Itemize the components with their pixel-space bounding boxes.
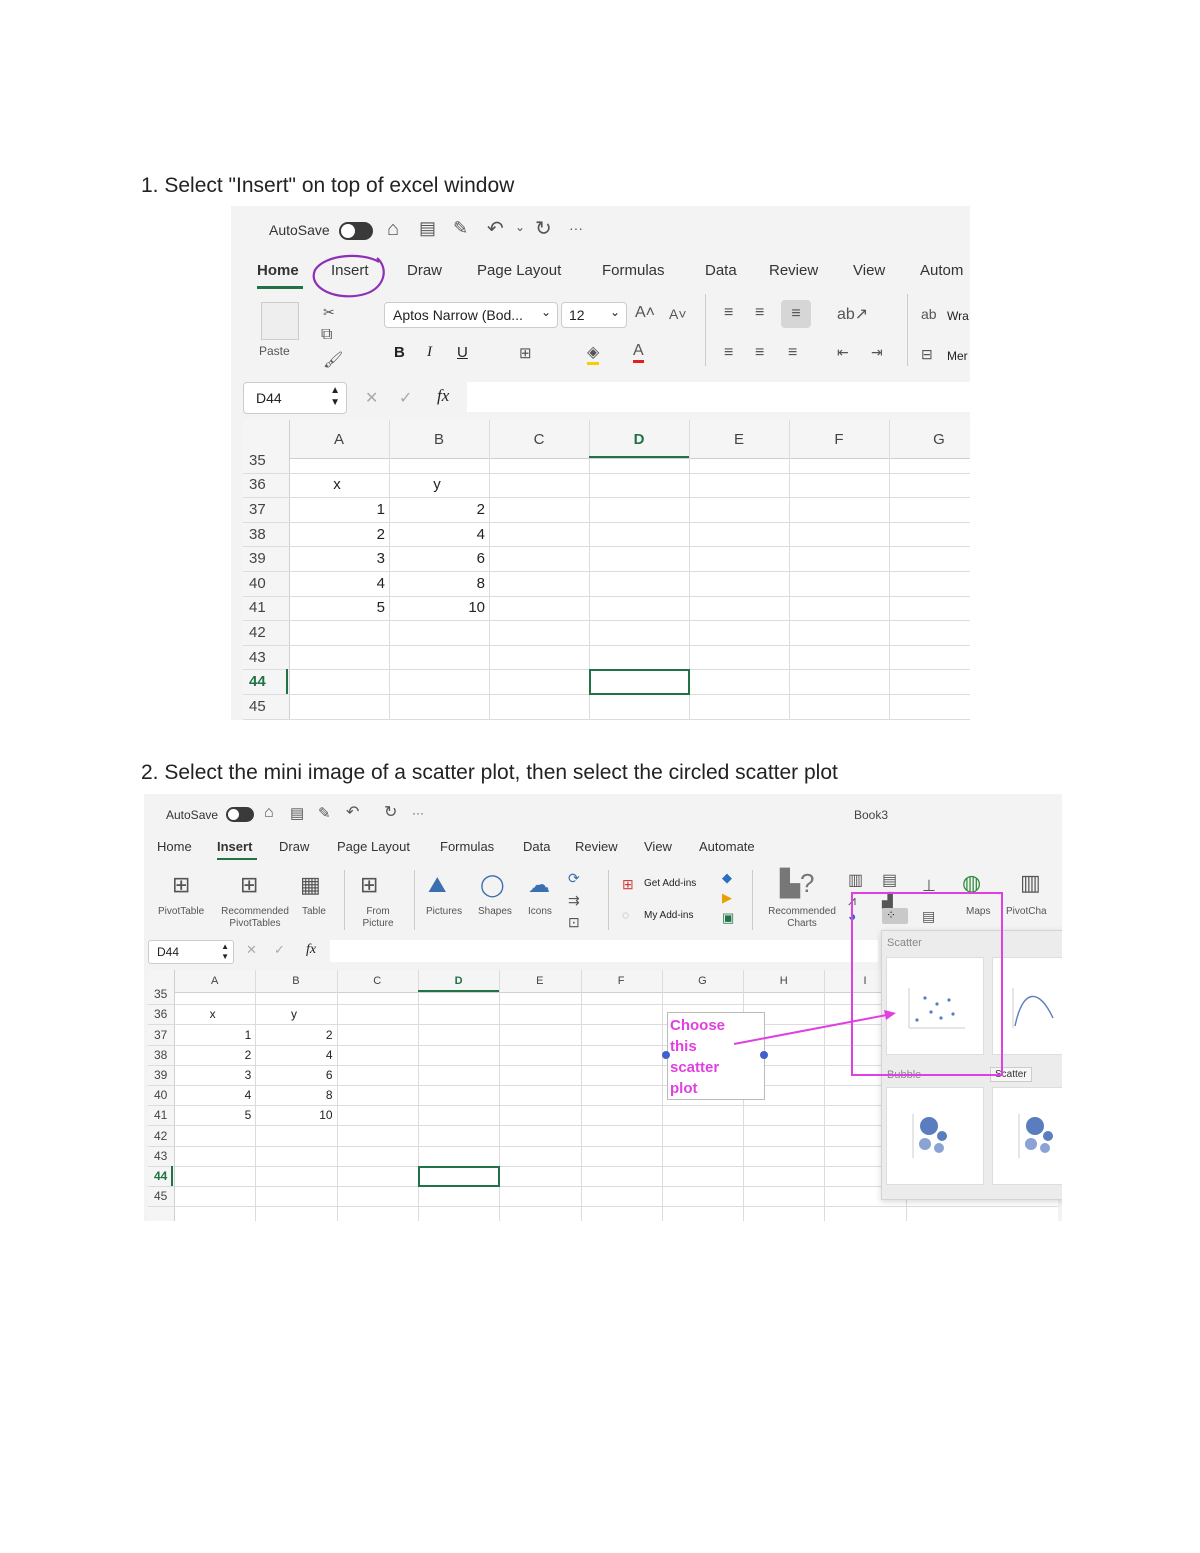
row-header[interactable]: 39 [249,550,266,568]
tab-draw[interactable]: Draw [407,262,443,279]
cell[interactable]: y [433,476,441,494]
autosave-toggle[interactable] [339,222,373,240]
cell[interactable]: 4 [325,1047,333,1062]
pivotchart-icon[interactable]: ▥ [1020,870,1041,895]
row-header[interactable]: 38 [154,1047,168,1062]
maps-icon[interactable]: ◍ [962,870,982,895]
font-size-select[interactable]: 12 ⌄ [561,302,627,328]
underline-button[interactable]: U [457,344,468,361]
tab-insert[interactable]: Insert [331,262,369,279]
tab-view[interactable]: View [853,262,886,279]
column-header[interactable]: C [373,974,382,987]
column-header[interactable]: F [834,430,844,448]
row-header[interactable]: 43 [249,648,266,666]
3d-models-icon[interactable]: ⟳ [568,870,580,886]
save-icon[interactable]: ▤ [419,218,437,238]
shrink-font-icon[interactable]: A˅ [669,306,687,322]
cell[interactable]: 5 [376,599,385,617]
cancel-icon[interactable]: ✕ [365,390,379,407]
fill-color-icon[interactable]: ◈ [587,342,599,365]
cell[interactable]: 5 [244,1108,252,1123]
cell[interactable]: 10 [319,1108,333,1123]
cell[interactable]: 8 [476,574,485,592]
tab-review[interactable]: Review [769,262,819,279]
scatter-icon: ⁘ [886,908,897,922]
chevron-down-icon: ⌄ [540,305,551,319]
row-header[interactable]: 36 [154,1007,168,1022]
merge-icon[interactable]: ⊟ [921,346,933,362]
cell[interactable]: x [333,476,341,494]
step-2-instruction: 2. Select the mini image of a scatter plot, then select the circled scatter plot [141,761,838,784]
tab-insert[interactable]: Insert [217,839,253,854]
paste-icon[interactable] [261,302,299,340]
row-header[interactable]: 36 [249,476,266,494]
icons-label[interactable]: Icons [528,906,552,917]
column-header[interactable]: A [333,430,344,448]
column-chart-icon[interactable]: ▥ [848,872,864,889]
column-header[interactable]: B [433,430,444,448]
tab-automate[interactable]: Autom [920,262,964,279]
recommended-charts-label[interactable]: Recommended Charts [768,906,836,929]
undo-icon[interactable]: ↶ [487,218,504,240]
tab-formulas[interactable]: Formulas [602,262,665,279]
column-header[interactable]: E [536,974,544,987]
cell[interactable]: y [290,1007,297,1022]
check-icon[interactable]: ✓ [274,942,285,957]
row-header[interactable]: 44 [249,673,266,691]
from-picture-label[interactable]: From Picture [362,906,394,929]
bold-button[interactable]: B [394,344,405,361]
column-header[interactable]: C [533,430,545,448]
align-bottom-icon[interactable]: ≡ [781,300,811,328]
column-header[interactable]: E [733,430,744,448]
table-label[interactable]: Table [302,906,326,917]
row-header[interactable]: 45 [154,1189,168,1204]
line-chart-icon[interactable]: ⩘ [848,892,856,908]
name-box[interactable]: D44 ▲ ▼ [243,382,347,414]
bubble-section-label: Bubble [887,1069,922,1081]
cancel-icon[interactable]: ✕ [246,942,257,957]
column-header[interactable]: D [454,974,463,987]
active-tab-underline [217,858,257,860]
pivotchart-label[interactable]: PivotCha [1006,906,1047,917]
screenshot-excel-scatter [144,794,1062,1221]
spreadsheet-grid[interactable] [243,420,970,720]
cell[interactable]: 10 [468,599,485,617]
column-header[interactable]: G [933,430,945,448]
my-addins-icon[interactable]: ◌ [622,908,630,922]
redo-icon[interactable]: ↻ [384,804,398,821]
chevron-down-icon[interactable]: ⌄ [515,220,526,234]
workbook-title: Book3 [854,808,889,822]
row-header[interactable]: 40 [249,574,266,592]
my-addins-button[interactable]: My Add-ins [644,910,694,921]
scatter-tooltip: Scatter [990,1067,1032,1082]
fx-icon[interactable]: fx [306,942,317,957]
cell[interactable]: 1 [376,501,385,518]
recommended-pivot-label[interactable]: Recommended PivotTables [221,906,289,929]
step-1-instruction: 1. Select "Insert" on top of excel window [141,174,515,197]
edit-icon[interactable]: ✎ [318,805,331,822]
column-header[interactable]: F [617,974,625,987]
cut-icon[interactable]: ✂ [323,304,335,320]
align-middle-icon[interactable]: ≡ [755,304,765,321]
active-cell-selection[interactable] [589,669,690,695]
cell[interactable]: x [209,1007,216,1022]
cell[interactable]: 6 [476,550,485,568]
wrap-text-label[interactable]: Wra [947,309,969,323]
screenshot-excel-insert-tab [231,206,970,720]
row-header[interactable]: 41 [249,599,266,617]
bubble-3d-option[interactable] [992,1087,1062,1185]
save-icon[interactable]: ▤ [290,805,305,822]
hierarchy-chart-icon[interactable]: ▤ [882,872,898,889]
annotation-line: this [670,1038,697,1055]
scatter-smooth-thumbnail-icon [993,958,1062,1054]
copy-icon[interactable]: ⧉ [321,326,333,343]
bubble-option[interactable] [886,1087,984,1185]
align-top-icon[interactable]: ≡ [724,304,734,321]
tab-view[interactable]: View [644,839,672,854]
waterfall-chart-icon[interactable]: ▤ [922,908,936,924]
undo-icon[interactable]: ↶ [346,804,360,821]
insert-circle-annotation [307,248,389,304]
cell[interactable]: 2 [476,501,485,518]
autosave-label: AutoSave [269,222,330,238]
column-header[interactable]: I [863,974,867,987]
pictures-icon[interactable]: ⛰ [428,872,447,897]
formula-input[interactable] [467,382,970,412]
store-icon[interactable]: ⊞ [622,876,634,892]
more-icon[interactable]: ··· [412,806,424,820]
recommended-charts-icon[interactable]: ▙? [780,868,815,898]
name-box[interactable]: D44 ▲ ▼ [148,940,234,964]
row-header[interactable]: 35 [154,987,168,1002]
column-header[interactable]: D [633,430,645,448]
paste-label: Paste [259,344,290,358]
font-color-icon[interactable]: A [633,342,644,363]
tab-data[interactable]: Data [705,262,737,279]
borders-icon[interactable]: ⊞ [519,345,532,362]
wrap-text-icon[interactable]: ab [921,306,937,322]
cell[interactable]: 2 [376,525,385,543]
cell[interactable]: 3 [376,550,385,568]
active-cell-selection[interactable] [418,1166,500,1187]
recommended-pivot-icon[interactable]: ⊞ [240,872,259,897]
check-icon[interactable]: ✓ [399,390,413,407]
pie-chart-icon[interactable]: ◕ [848,908,857,924]
visio-icon[interactable]: ◆ [722,870,732,885]
row-header[interactable]: 38 [249,525,266,543]
row-header[interactable]: 35 [249,451,266,469]
cell[interactable]: 8 [325,1088,333,1103]
get-addins-button[interactable]: Get Add-ins [644,878,697,889]
decrease-indent-icon[interactable]: ⇤ [837,344,849,360]
row-header[interactable]: 42 [249,624,266,641]
annotation-line: scatter [670,1059,720,1076]
cell[interactable]: 4 [376,574,385,592]
autosave-label: AutoSave [166,808,219,822]
pivot-table-icon[interactable]: ⊞ [172,872,191,897]
statistic-chart-icon[interactable]: ▟ [882,892,893,908]
annotation-line: Choose [670,1017,726,1034]
align-right-icon[interactable]: ≡ [788,344,798,361]
row-header[interactable]: 45 [249,697,266,715]
smartart-icon[interactable]: ⇉ [568,892,580,908]
cell[interactable]: 2 [244,1047,252,1062]
people-icon[interactable]: ▣ [722,910,735,925]
chevron-down-icon: ⌄ [609,305,620,319]
combo-chart-icon[interactable]: ⊥ [922,878,936,895]
tab-home[interactable]: Home [257,262,299,279]
redo-icon[interactable]: ↻ [535,218,552,240]
increase-indent-icon[interactable]: ⇥ [871,344,883,360]
pictures-label[interactable]: Pictures [426,906,463,917]
row-header[interactable]: 43 [154,1148,168,1163]
annotation-line: plot [670,1080,698,1097]
shapes-label[interactable]: Shapes [478,906,512,917]
row-header[interactable]: 40 [154,1088,168,1103]
font-name-select[interactable]: Aptos Narrow (Bod... ⌄ [384,302,558,328]
align-left-icon[interactable]: ≡ [724,344,734,361]
row-header[interactable]: 39 [154,1067,168,1082]
row-header[interactable]: 41 [154,1108,168,1123]
row-header[interactable]: 44 [154,1168,168,1183]
resize-handle[interactable] [662,1051,670,1059]
bubble-thumbnail-icon [887,1088,983,1184]
pivot-table-label[interactable]: PivotTable [158,906,205,917]
screenshot-icon[interactable]: ⊡ [568,914,580,930]
scatter-section-label: Scatter [887,937,922,949]
row-header[interactable]: 37 [154,1027,168,1042]
grow-font-icon[interactable]: A˄ [635,304,656,321]
active-tab-underline [257,286,303,289]
orientation-icon[interactable]: ab↗ [837,306,869,323]
cell[interactable]: 3 [244,1067,252,1082]
edit-icon[interactable]: ✎ [453,218,469,238]
formula-input[interactable] [330,940,878,962]
autosave-toggle[interactable] [226,807,254,822]
italic-button[interactable]: I [427,344,432,360]
bing-icon[interactable]: ▶ [722,890,732,905]
cell[interactable]: 4 [476,525,485,543]
more-icon[interactable]: ··· [569,220,583,236]
tab-review[interactable]: Review [575,839,618,854]
column-header[interactable]: B [292,974,300,987]
icons-icon[interactable]: ☁ [528,872,550,897]
align-center-icon[interactable]: ≡ [755,344,765,361]
merge-label[interactable]: Mer [947,349,968,363]
column-header[interactable]: G [698,974,707,987]
stepper-icon: ▲ ▼ [330,385,340,408]
format-painter-icon[interactable]: 🖌 [323,352,344,369]
annotation-arrow [724,1002,904,1062]
bubble-3d-thumbnail-icon [993,1088,1062,1184]
table-icon[interactable]: ▦ [300,872,321,897]
row-header[interactable]: 42 [154,1128,168,1143]
tab-formulas[interactable]: Formulas [440,839,495,854]
tab-draw[interactable]: Draw [279,839,310,854]
cell[interactable]: 6 [325,1067,333,1082]
shapes-icon[interactable]: ◯ [480,872,505,897]
tab-page-layout[interactable]: Page Layout [337,839,411,854]
fx-icon[interactable]: fx [437,386,450,405]
stepper-icon: ▲ ▼ [221,942,229,961]
column-header[interactable]: A [210,974,219,987]
tab-page-layout[interactable]: Page Layout [477,262,562,279]
home-icon[interactable]: ⌂ [387,218,400,240]
from-picture-icon[interactable]: ⊞ [360,872,379,897]
column-header[interactable]: H [779,974,788,987]
tab-home[interactable]: Home [157,839,192,854]
row-header[interactable]: 37 [249,501,266,518]
cell[interactable]: 4 [244,1088,252,1103]
tab-automate[interactable]: Automate [699,839,755,854]
cell[interactable]: 1 [244,1027,252,1042]
tab-data[interactable]: Data [523,839,551,854]
cell[interactable]: 2 [325,1027,333,1042]
home-icon[interactable]: ⌂ [264,804,274,821]
maps-label[interactable]: Maps [966,906,991,917]
